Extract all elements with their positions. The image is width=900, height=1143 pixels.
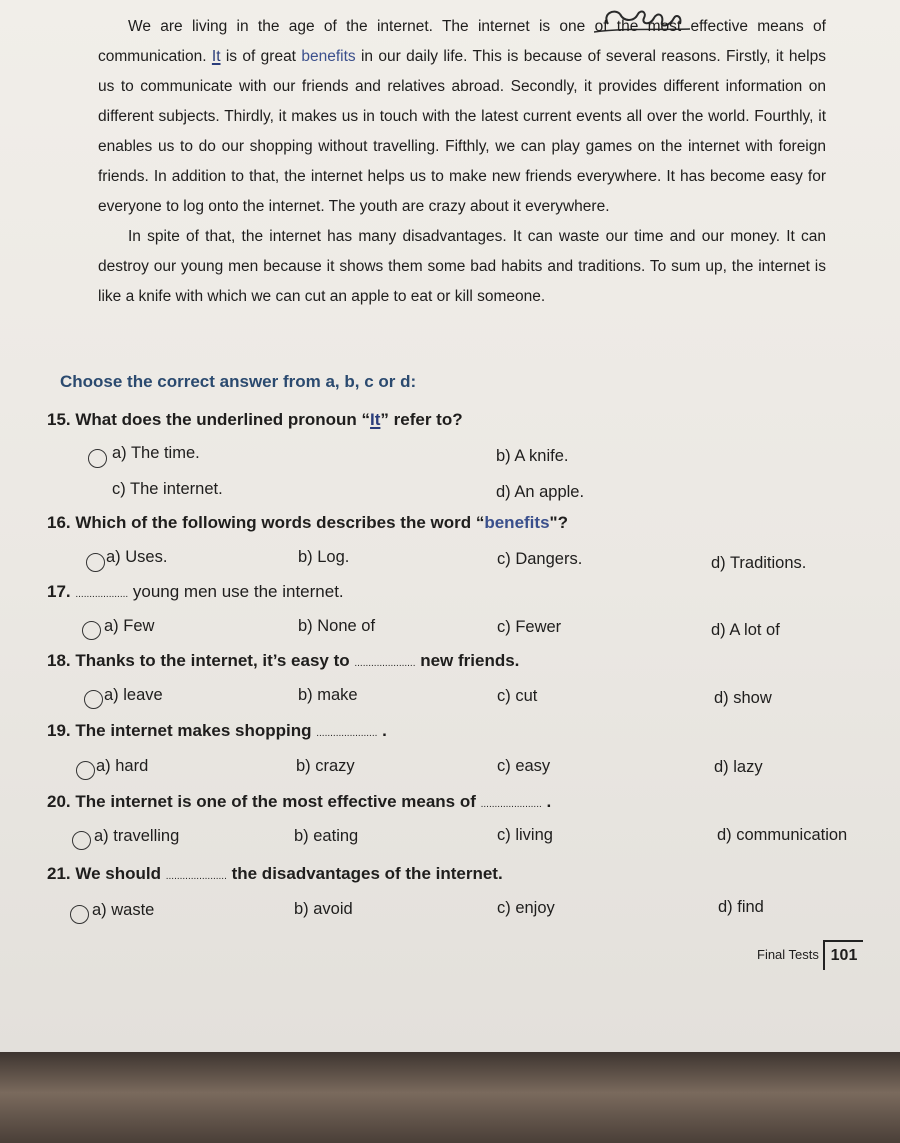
option-d: d) show bbox=[714, 689, 772, 707]
question-15: 15. What does the underlined pronoun “It” refer to? bbox=[47, 410, 463, 429]
question-16: 16. Which of the following words describes the word “benefits"? bbox=[47, 513, 568, 532]
option-a: a) Few bbox=[104, 617, 155, 635]
question-17: 17. ................... young men use the internet. bbox=[47, 582, 344, 601]
reading-passage bbox=[98, 12, 826, 312]
option-b: b) crazy bbox=[296, 757, 355, 775]
option-c: c) enjoy bbox=[497, 899, 555, 917]
question-21: 21. We should ...................... the disadvantages of the internet. bbox=[47, 864, 503, 883]
option-a: a) hard bbox=[96, 757, 149, 775]
option-b: b) avoid bbox=[294, 900, 353, 918]
option-c: c) The internet. bbox=[112, 480, 223, 498]
paragraph-2: In spite of that, the internet has many disadvantages. It can waste our time and our money. It can destroy our young men because it shows them some bad habits and traditions. To sum up, the internet is like a knife with which we can cut an apple to eat or kill someone. bbox=[98, 228, 826, 305]
option-a: a) leave bbox=[104, 686, 163, 704]
option-d: d) communication bbox=[717, 826, 848, 844]
option-c: c) Fewer bbox=[497, 618, 562, 636]
option-b: b) make bbox=[298, 686, 358, 704]
footer-label: Final Tests bbox=[757, 947, 819, 962]
answer-radio[interactable] bbox=[72, 831, 91, 850]
option-d: d) lazy bbox=[714, 758, 763, 776]
option-d: d) Traditions. bbox=[711, 554, 807, 572]
answer-radio[interactable] bbox=[84, 690, 103, 709]
option-a: a) The time. bbox=[112, 444, 200, 462]
option-c: c) living bbox=[497, 826, 553, 844]
page-number: 101 bbox=[823, 940, 863, 970]
answer-radio[interactable] bbox=[70, 905, 89, 924]
option-c: c) cut bbox=[497, 687, 538, 705]
paragraph-1: We are living in the age of the internet. The internet is one of the most effective means of communication. It is of great benefits in our daily life. This is because of several reasons. Firstly, it helps us to communicate with our friends and relatives abroad. Secondly, it provides different information on different subjects. Thirdly, it makes us in touch with the latest current events all over the world. Fourthly, it enables us to do our shopping without travelling. Fifthly, we can play games on the internet with foreign friends. In addition to that, the internet helps us to make new friends everywhere. It has become easy for everyone to log onto the internet. The youth are crazy about it everywhere. bbox=[98, 18, 826, 215]
option-c: c) easy bbox=[497, 757, 551, 775]
answer-radio[interactable] bbox=[88, 449, 107, 468]
instruction-heading: Choose the correct answer from a, b, c or d: bbox=[60, 372, 417, 391]
underlined-pronoun: It bbox=[211, 48, 221, 65]
question-20: 20. The internet is one of the most effective means of ...................... . bbox=[47, 792, 552, 811]
option-b: b) None of bbox=[298, 617, 376, 635]
highlighted-word: benefits bbox=[301, 48, 356, 65]
answer-radio[interactable] bbox=[82, 621, 101, 640]
option-d: d) find bbox=[718, 898, 764, 916]
option-b: b) eating bbox=[294, 827, 359, 845]
option-d: d) An apple. bbox=[496, 483, 585, 501]
option-b: b) A knife. bbox=[496, 447, 569, 465]
question-18: 18. Thanks to the internet, it’s easy to ...................... new friends. bbox=[47, 651, 520, 670]
answer-radio[interactable] bbox=[76, 761, 95, 780]
question-19: 19. The internet makes shopping ...................... . bbox=[47, 721, 387, 740]
option-c: c) Dangers. bbox=[497, 550, 583, 568]
option-a: a) waste bbox=[92, 901, 155, 919]
option-a: a) Uses. bbox=[106, 548, 168, 566]
option-b: b) Log. bbox=[298, 548, 350, 566]
option-a: a) travelling bbox=[94, 827, 180, 845]
option-d: d) A lot of bbox=[711, 621, 780, 639]
background-surface bbox=[0, 1052, 900, 1143]
answer-radio[interactable] bbox=[86, 553, 105, 572]
